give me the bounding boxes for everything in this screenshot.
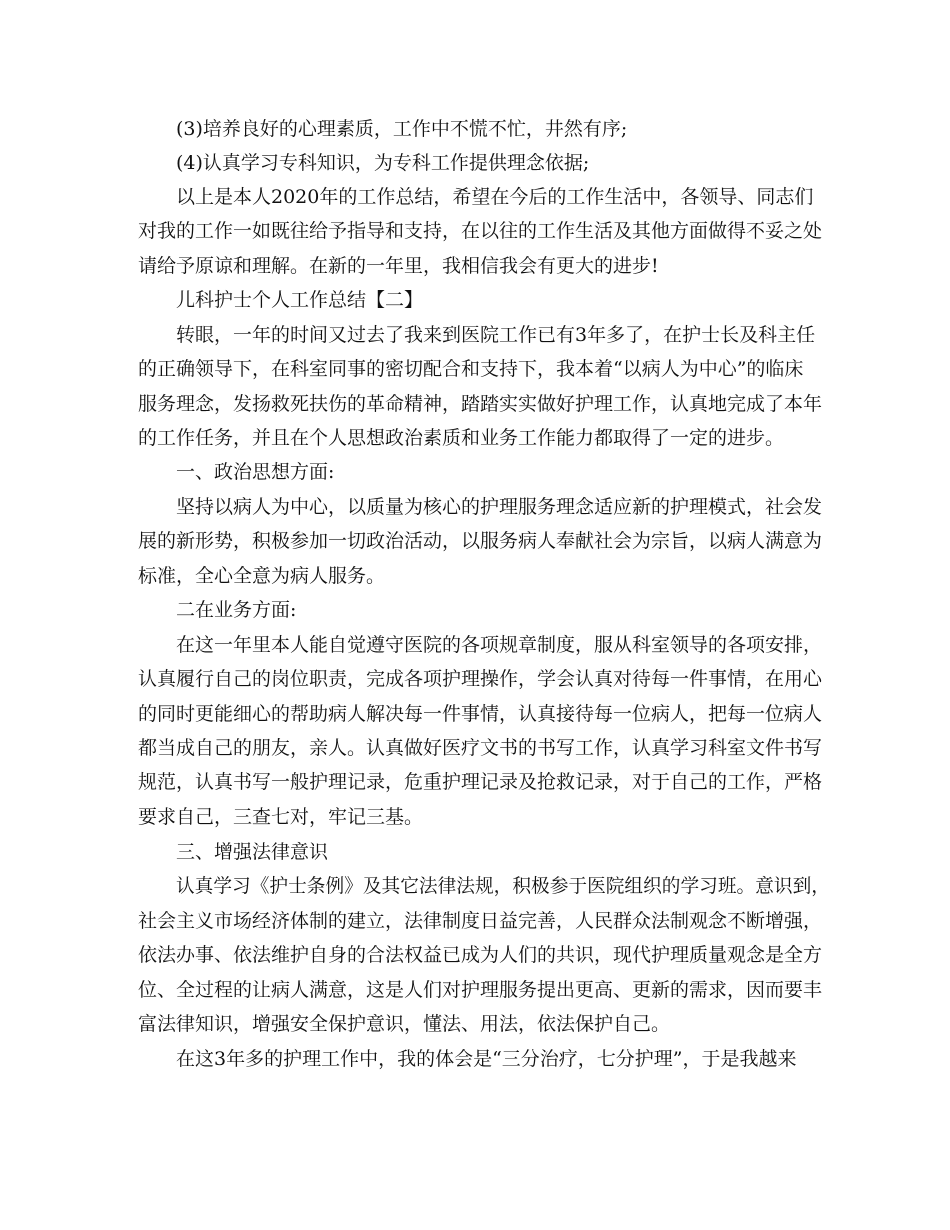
- text-line: [138, 904, 950, 938]
- line-text: (4)认真学习专科知识，为专科工作提供理念依据;: [176, 152, 590, 174]
- line-text: 位、全过程的让病人满意，这是人们对护理服务提出更高、更新的需求，因而要丰: [138, 979, 823, 1001]
- line-text: 展的新形势，积极参加一切政治活动，以服务病人奉献社会为宗旨，以病人满意为: [138, 530, 823, 552]
- text-line: [176, 318, 950, 352]
- text-line: [176, 628, 950, 662]
- text-line: [138, 421, 950, 455]
- line-text: (3)培养良好的心理素质，工作中不慌不忙，井然有序;: [176, 118, 628, 140]
- text-line: [138, 731, 950, 765]
- text-line: [138, 973, 950, 1007]
- line-text: 三、增强法律意识: [176, 841, 329, 863]
- line-text: 富法律知识，增强安全保护意识，懂法、用法，依法保护自己。: [138, 1013, 671, 1035]
- text-line: [138, 765, 950, 799]
- line-text: 的同时更能细心的帮助病人解决每一件事情，认真接待每一位病人，把每一位病人: [138, 703, 823, 725]
- text-line: [138, 387, 950, 421]
- line-text: 以上是本人2020年的工作总结，希望在今后的工作生活中，各领导、同志们: [176, 186, 814, 208]
- line-text: 认真学习《护士条例》及其它法律法规，积极参于医院组织的学习班。意识到，: [176, 875, 830, 897]
- line-text: 规范，认真书写一般护理记录，危重护理记录及抢救记录，对于自己的工作，严格: [138, 771, 823, 793]
- text-line: [176, 490, 950, 524]
- section-heading: [176, 835, 950, 869]
- text-line: [138, 800, 950, 834]
- text-line: [176, 146, 950, 180]
- line-text: 都当成自己的朋友，亲人。认真做好医疗文书的书写工作，认真学习科室文件书写: [138, 737, 823, 759]
- line-text: 二在业务方面:: [176, 599, 297, 621]
- line-text: 儿科护士个人工作总结【二】: [176, 289, 424, 311]
- line-text: 认真履行自己的岗位职责，完成各项护理操作，学会认真对待每一件事情，在用心: [138, 668, 823, 690]
- line-text: 对我的工作一如既往给予指导和支持，在以往的工作生活及其他方面做得不妥之处: [138, 220, 823, 242]
- line-text: 一、政治思想方面:: [176, 461, 335, 483]
- text-line: [138, 662, 950, 696]
- text-line: [176, 112, 950, 146]
- line-text: 坚持以病人为中心，以质量为核心的护理服务理念适应新的护理模式，社会发: [176, 496, 823, 518]
- text-line: [176, 869, 950, 903]
- text-line: [138, 249, 950, 283]
- text-line: [176, 1042, 950, 1076]
- line-text: 请给予原谅和理解。在新的一年里，我相信我会有更大的进步!: [138, 255, 659, 277]
- line-text: 转眼，一年的时间又过去了我来到医院工作已有3年多了，在护士长及科主任: [176, 324, 816, 346]
- line-text: 标准，全心全意为病人服务。: [138, 565, 386, 587]
- section-heading: [176, 283, 950, 317]
- line-text: 要求自己，三查七对，牢记三基。: [138, 806, 424, 828]
- text-line: [138, 938, 950, 972]
- text-line: [138, 524, 950, 558]
- text-line: [138, 352, 950, 386]
- section-heading: [176, 455, 950, 489]
- line-text: 依法办事、依法维护自身的合法权益已成为人们的共识，现代护理质量观念是全方: [138, 944, 823, 966]
- text-line: [138, 1007, 950, 1041]
- text-line: [138, 559, 950, 593]
- text-line: [176, 180, 950, 214]
- line-text: 社会主义市场经济体制的建立，法律制度日益完善，人民群众法制观念不断增强，: [138, 910, 823, 932]
- line-text: 在这3年多的护理工作中，我的体会是“三分治疗，七分护理”，于是我越来: [176, 1048, 797, 1070]
- line-text: 服务理念，发扬救死扶伤的革命精神，踏踏实实做好护理工作，认真地完成了本年: [138, 393, 823, 415]
- text-line: [138, 214, 950, 248]
- text-line: [138, 697, 950, 731]
- line-text: 的工作任务，并且在个人思想政治素质和业务工作能力都取得了一定的进步。: [138, 427, 785, 449]
- line-text: 在这一年里本人能自觉遵守医院的各项规章制度，服从科室领导的各项安排，: [176, 634, 823, 656]
- line-text: 的正确领导下，在科室同事的密切配合和支持下，我本着“以病人为中心”的临床: [138, 358, 804, 380]
- section-heading: [176, 593, 950, 627]
